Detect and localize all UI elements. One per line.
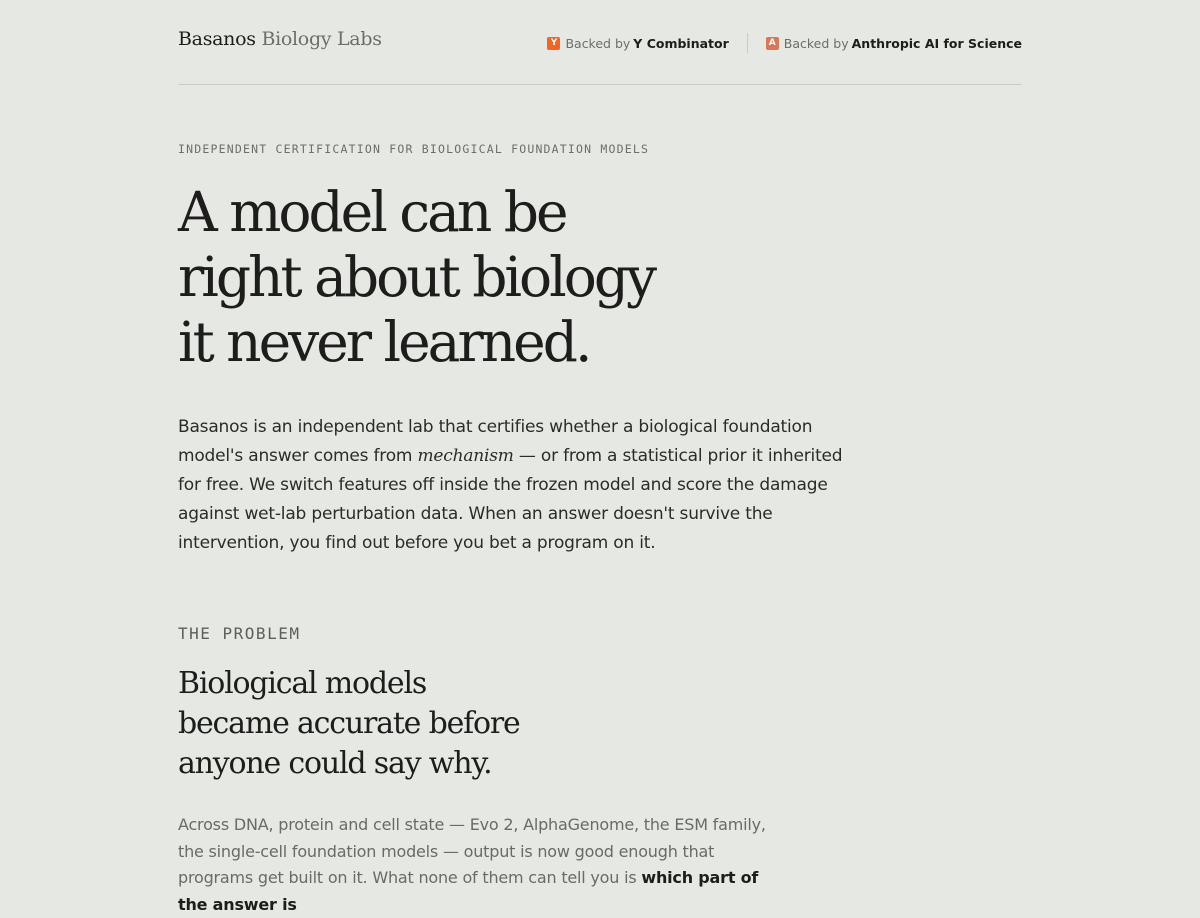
body-emphasis: which part of the answer is [178, 868, 759, 914]
divider [747, 33, 748, 53]
backer-name: Anthropic AI for Science [851, 35, 1022, 51]
backer-y-combinator[interactable] [547, 36, 728, 51]
section-label: THE PROBLEM [178, 624, 301, 643]
intro-text: — or from a statistical prior it inherited for free. We switch features off inside the frozen model and score the damage against wet-lab perturbation data. When an answer doesn't survive the intervention, you find out before you bet a program on it. [178, 446, 843, 553]
brand-name: Basanos [178, 28, 256, 50]
hero-title-line: it never learned. [178, 310, 590, 374]
backers [547, 33, 1022, 53]
section-title [178, 664, 598, 784]
hero-title-line: right about biology [178, 245, 655, 309]
backer-name: Y Combinator [633, 35, 729, 51]
hero-title-line: A model can be [178, 180, 566, 244]
brand-subtitle: Biology Labs [261, 28, 382, 50]
y-combinator-icon: Y [547, 37, 560, 50]
backer-anthropic[interactable] [766, 36, 1022, 51]
page [178, 0, 1022, 914]
site-header [178, 0, 1022, 85]
hero-eyebrow: INDEPENDENT CERTIFICATION FOR BIOLOGICAL FOUNDATION MODELS [178, 142, 650, 156]
section-title-line: Biological models [178, 666, 427, 701]
hero-intro [178, 413, 868, 558]
backer-prefix: Backed by [783, 35, 849, 51]
intro-text: Basanos is an independent lab that certifies whether a biological foundation model's answer comes from [178, 417, 813, 466]
section-title-line: anyone could say why. [178, 746, 492, 781]
anthropic-icon: A [766, 37, 779, 50]
body-text: Across DNA, protein and cell state — Evo 2, AlphaGenome, the ESM family, the single-cell foundation models — output is now good enough that programs get built on it. What none of them can tell you is [178, 815, 766, 887]
brand-logo[interactable] [178, 28, 382, 50]
backer-prefix: Backed by [565, 35, 631, 51]
section-title-line: became accurate before [178, 706, 520, 741]
section-body [178, 812, 788, 918]
hero-title [178, 180, 798, 375]
intro-emphasis: mechanism [417, 446, 514, 466]
